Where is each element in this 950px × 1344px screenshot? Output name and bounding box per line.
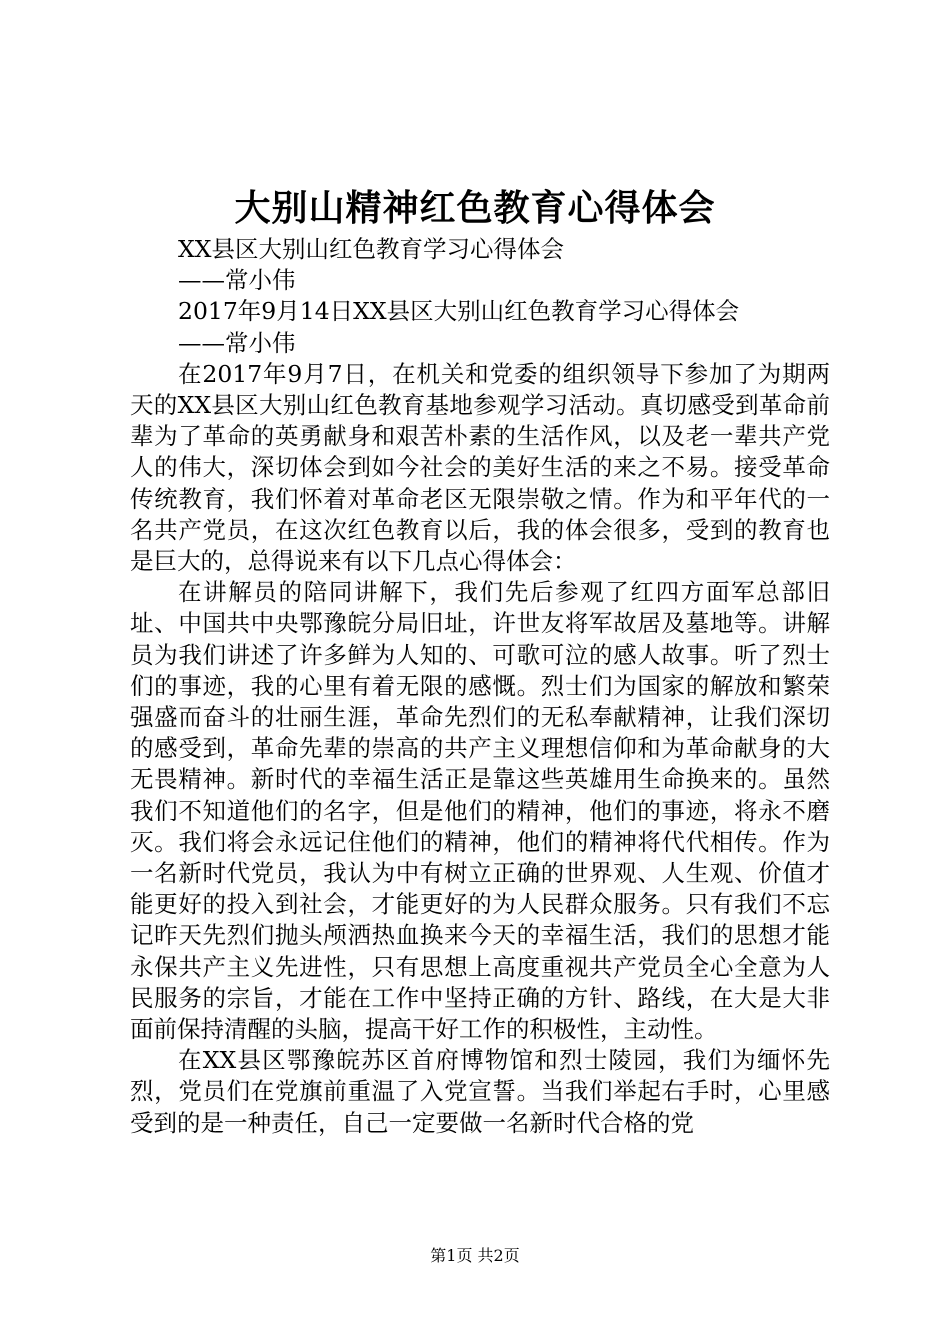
subtitle-line: XX县区大别山红色教育学习心得体会: [178, 235, 564, 263]
body-paragraph: 在讲解员的陪同讲解下，我们先后参观了红四方面军总部旧址、中国共中央鄂豫皖分局旧址，许世友将军故居及墓地等。讲解员为我们讲述了许多鲜为人知的、可歌可泣的感人故事。听了烈士们的事迹，我的心里有着无限的感慨。烈士们为国家的解放和繁荣强盛而奋斗的壮丽生涯，革命先烈们的无私奉献精神，让我们深切的感受到，革命先辈的崇高的共产主义理想信仰和为革命献身的大无畏精神。新时代的幸福生活正是靠这些英雄用生命换来的。虽然我们不知道他们的名字，但是他们的精神，他们的事迹，将永不磨灭。我们将会永远记住他们的精神，他们的精神将代代相传。作为一名新时代党员，我认为中有树立正确的世界观、人生观、价值才能更好的投入到社会，才能更好的为人民群众服务。只有我们不忘记昨天先烈们抛头颅洒热血换来今天的幸福生活，我们的思想才能永保共产主义先进性，只有思想上高度重视共产党员全心全意为人民服务的宗旨，才能在工作中坚持正确的方针、路线，在大是大非面前保持清醒的头脑，提高干好工作的积极性，主动性。: [130, 578, 830, 1044]
author-line: ——常小伟: [178, 328, 296, 357]
author-line: ——常小伟: [178, 266, 296, 295]
body-paragraph: 在2017年9月7日，在机关和党委的组织领导下参加了为期两天的XX县区大别山红色教育基地参观学习活动。真切感受到革命前辈为了革命的英勇献身和艰苦朴素的生活作风，以及老一辈共产党人的伟大，深切体会到如今社会的美好生活的来之不易。接受革命传统教育，我们怀着对革命老区无限崇敬之情。作为和平年代的一名共产党员，在这次红色教育以后，我的体会很多，受到的教育也是巨大的，总得说来有以下几点心得体会：: [130, 359, 830, 576]
document-title: 大别山精神红色教育心得体会: [234, 187, 716, 229]
body-paragraph: 在XX县区鄂豫皖苏区首府博物馆和烈士陵园，我们为缅怀先烈，党员们在党旗前重温了入党宣誓。当我们举起右手时，心里感受到的是一种责任，自己一定要做一名新时代合格的党: [130, 1046, 830, 1137]
date-subtitle-line: 2017年9月14日XX县区大别山红色教育学习心得体会: [178, 297, 740, 326]
document-body: [130, 234, 830, 1139]
page-footer: 第1页 共2页: [430, 1246, 520, 1265]
